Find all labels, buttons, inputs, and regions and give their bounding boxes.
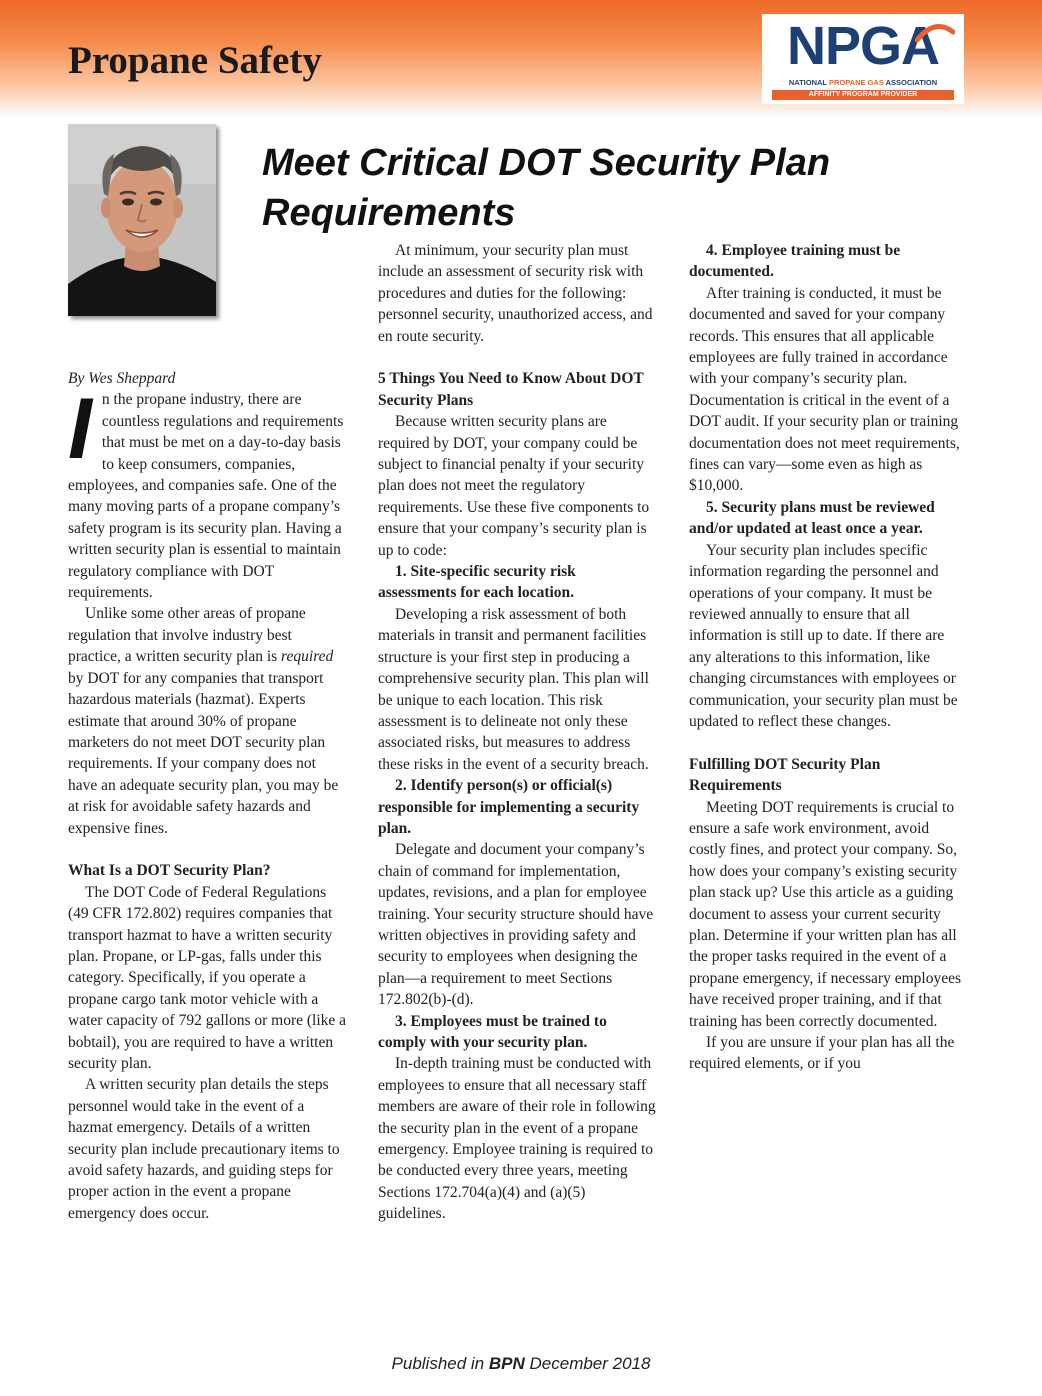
subheading: What Is a DOT Security Plan?: [68, 862, 271, 880]
npga-logo: [762, 14, 964, 104]
list-heading: 3. Employees must be trained to comply with your security plan.: [378, 1012, 607, 1052]
paragraph: Your security plan includes specific information regarding the personnel and operations of your company. It must be reviewed annually to ensure that all information is still up to date. If there are any alterations to this information, like changing circumstances with employees or communication, your security plan must be updated to reflect these changes.: [689, 541, 958, 730]
byline: By Wes Sheppard: [68, 370, 176, 387]
publication-footer: [0, 1354, 1042, 1374]
paragraph: In-depth training must be conducted with employees to ensure that all necessary staff members are aware of their role in following the security plan in the event of a propane emergency. Employee training is required to be conducted every three years, meeting Sections 172.704(a)(4) and (a)(5) guidelines.: [378, 1055, 656, 1223]
footer-publication: BPN: [488, 1354, 525, 1373]
paragraph: Developing a risk assessment of both materials in transit and permanent facilities structure is your first step in producing a comprehensive security plan. This plan will be unique to each location. This risk assessment is to delineate not only these associated risks, but measures to address these risks in the event of a security breach.: [378, 605, 649, 773]
article-headline: Meet Critical DOT Security Plan Requirements: [262, 142, 831, 234]
emphasis-text: required: [281, 648, 334, 666]
logo-affinity-bar: AFFINITY PROGRAM PROVIDER: [772, 90, 954, 100]
intro-paragraph: [68, 381, 348, 603]
spacer: [378, 347, 656, 368]
paragraph: At minimum, your security plan must include an assessment of security risk with procedures and duties for the following: personnel security, unauthorized access, and en route security.: [378, 242, 653, 345]
paragraph: Delegate and document your company’s chain of command for implementation, updates, revisions, and a plan for employee training. Your security structure should have written objectives in providing safety and security to employees when designing the plan—a requirement to meet Sections 172.802(b)-(d).: [378, 841, 654, 1009]
article-column-2: [378, 240, 656, 1225]
logo-subtitle: [768, 78, 958, 87]
logo-subtitle-a: NATIONAL: [788, 78, 829, 87]
author-portrait-icon: [68, 124, 216, 316]
footer-pre: Published in: [391, 1354, 489, 1373]
section-title: Propane Safety: [68, 39, 322, 82]
article-column-3: [689, 240, 965, 1075]
logo-swoosh-icon: [915, 22, 955, 44]
paragraph-text: by DOT for any companies that transport hazardous materials (hazmat). Experts estimate that around 30% of propane marketers do not meet DOT security plan requirements. If your company does not have an adequate security plan, you may be at risk for avoidable safety hazards and expensive fines.: [68, 669, 339, 837]
paragraph: The DOT Code of Federal Regulations (49 CFR 172.802) requires companies that transport hazmat to have a written security plan. Propane, or LP-gas, falls under this category. Specifically, if you operate a propane cargo tank motor vehicle with a water capacity of 792 gallons or more (like a bobtail), you are required to have a written security plan.: [68, 883, 347, 1072]
paragraph: Meeting DOT requirements is crucial to ensure a safe work environment, avoid costly fines, and protect your company. So, how does your company’s existing security plan stack up? Use this article as a guiding document to assess your current security plan. Determine if your written plan has all the proper tasks required in the event of a propane emergency, if necessary employees have received proper training, and if that training has been correctly documented.: [689, 798, 961, 1030]
logo-subtitle-c: ASSOCIATION: [883, 78, 938, 87]
paragraph: Because written security plans are required by DOT, your company could be subject to financial penalty if your security plan does not meet the regulatory requirements. Use these five components to ensure that your company’s security plan is up to code:: [378, 413, 650, 559]
article-column-1: [68, 368, 348, 1224]
list-heading: 1. Site-specific security risk assessments for each location.: [378, 563, 576, 602]
paragraph: If you are unsure if your plan has all the required elements, or if you: [689, 1034, 955, 1073]
list-heading: 5. Security plans must be reviewed and/or updated at least once a year.: [689, 498, 935, 538]
subheading: 5 Things You Need to Know About DOT Security Plans: [378, 370, 644, 409]
intro-text: n the propane industry, there are countless regulations and requirements that must be met on a day-to-day basis to keep consumers, companies, employees, and companies safe. One of the many moving parts of a propane company’s safety program is its security plan. Having a written security plan is essential to maintain regulatory compliance with DOT requirements.: [68, 391, 344, 602]
paragraph: After training is conducted, it must be documented and saved for your company records. This ensures that all applicable employees are fully trained in accordance with your company’s security plan. Documentation is critical in the event of a DOT audit. If your security plan or training documentation does not meet requirements, fines can vary—some even as high as $10,000.: [689, 284, 960, 495]
dropcap: I: [68, 381, 92, 478]
logo-subtitle-b: PROPANE GAS: [828, 78, 884, 87]
paragraph: [68, 603, 348, 838]
subheading: Fulfilling DOT Security Plan Requirements: [689, 755, 881, 795]
spacer: [68, 839, 348, 860]
spacer: [689, 732, 965, 753]
paragraph-text: Unlike some other areas of propane regulation that involve industry best practice, a written security plan is: [68, 605, 306, 666]
logo-letters: NPGA: [786, 16, 939, 76]
list-heading: 2. Identify person(s) or official(s) responsible for implementing a security plan.: [378, 777, 640, 837]
paragraph: A written security plan details the steps personnel would take in the event of a hazmat emergency. Details of a written security plan include precautionary items to avoid safety hazards, and guiding steps for proper action in the event a propane emergency does occur.: [68, 1076, 340, 1222]
author-photo: [68, 124, 216, 316]
footer-date: December 2018: [524, 1354, 651, 1373]
list-heading: 4. Employee training must be documented.: [689, 242, 901, 281]
